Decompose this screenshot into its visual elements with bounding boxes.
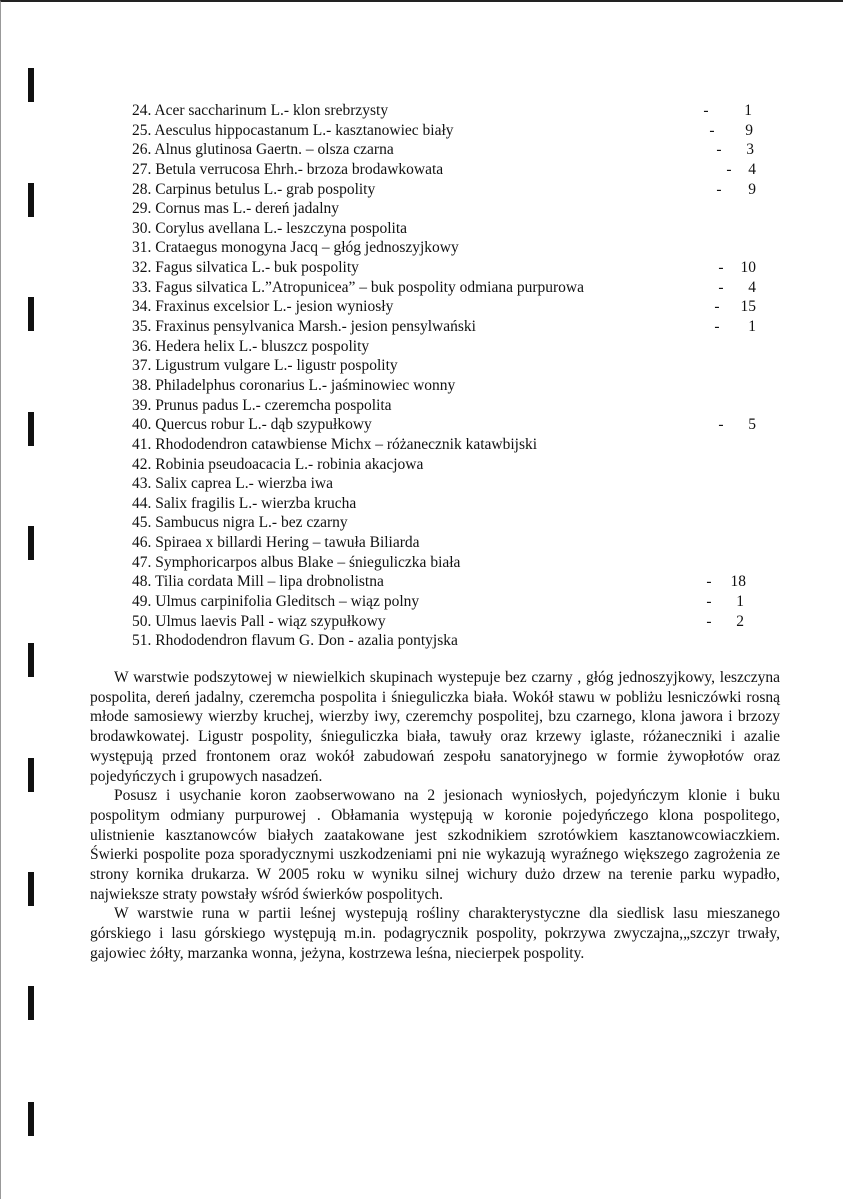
species-row [132, 455, 772, 475]
binder-mark [28, 758, 34, 792]
count-dash: - [726, 160, 732, 178]
species-row [132, 199, 772, 219]
species-row [132, 278, 772, 298]
binder-mark [28, 986, 34, 1020]
species-row [132, 297, 772, 317]
species-row [132, 180, 772, 200]
species-count: 1 [748, 318, 756, 336]
species-name: 34. Fraxinus excelsior L.- jesion wyniosły [132, 298, 394, 316]
species-name: 24. Acer saccharinum L.- klon srebrzysty [132, 102, 389, 119]
species-count: 5 [748, 416, 756, 434]
paragraph-damage: Posusz i usychanie koron zaobserwowano na 2 jesionach wyniosłych, pojedyńczym klonie i buku pospolitym odmiany purpurowej . Obłamania występują w koronie pojedyńczego klona pospolitego, ulistnienie kasztanowców białych zaatakowane jest szkodnikiem szrotówkiem kasztanowcowiaczkiem. Świerki pospolite poza sporadycznymi uszkodzeniami pni nie wykazują wyraźnego większego zagrożenia ze strony kornika drukarza. W 2005 roku w wyniku silnej wichury dużo drzew na terenie parku wypadło, najwieksze straty powstały wśród świerków pospolitych. [90, 787, 780, 903]
binder-mark [28, 297, 34, 331]
species-count: 4 [748, 278, 756, 296]
species-row [132, 415, 772, 435]
species-count: 1 [744, 102, 752, 119]
species-row [132, 396, 772, 416]
binder-mark [28, 872, 34, 906]
species-row [132, 572, 772, 592]
species-name: 40. Quercus robur L.- dąb szypułkowy [132, 416, 372, 434]
species-row [132, 337, 772, 357]
species-row [132, 474, 772, 494]
species-name: 51. Rhododendron flavum G. Don - azalia pontyjska [132, 632, 458, 650]
species-name: 30. Corylus avellana L.- leszczyna pospolita [132, 219, 408, 237]
species-count: 10 [740, 259, 756, 277]
species-row [132, 513, 772, 533]
species-row [132, 612, 772, 632]
species-row [132, 160, 772, 180]
count-dash: - [718, 416, 724, 434]
species-name: 37. Ligustrum vulgare L.- ligustr pospolity [132, 357, 398, 375]
count-dash: - [716, 180, 722, 198]
species-row [132, 317, 772, 337]
species-count: 15 [740, 298, 756, 316]
species-name: 39. Prunus padus L.- czeremcha pospolita [132, 396, 392, 414]
count-dash: - [706, 612, 712, 630]
species-name: 25. Aesculus hippocastanum L.- kasztanowiec biały [132, 121, 454, 139]
species-count: 9 [748, 180, 756, 198]
species-count: 18 [730, 573, 746, 591]
species-name: 29. Cornus mas L.- dereń jadalny [132, 200, 340, 218]
species-name: 43. Salix caprea L.- wierzba iwa [132, 475, 333, 493]
species-name: 38. Philadelphus coronarius L.- jaśminowiec wonny [132, 376, 456, 394]
species-name: 41. Rhododendron catawbiense Michx – różanecznik katawbijski [132, 435, 538, 453]
species-row [132, 219, 772, 239]
species-name: 26. Alnus glutinosa Gaertn. – olsza czarna [132, 141, 394, 159]
species-name: 50. Ulmus laevis Pall - wiąz szypułkowy [132, 612, 386, 630]
species-name: 35. Fraxinus pensylvanica Marsh.- jesion pensylwański [132, 318, 476, 336]
species-row [132, 592, 772, 612]
species-row [132, 238, 772, 258]
species-name: 32. Fagus silvatica L.- buk pospolity [132, 259, 359, 277]
species-row [132, 435, 772, 455]
species-count: 9 [745, 121, 753, 139]
count-dash: - [703, 102, 709, 119]
species-name: 42. Robinia pseudoacacia L.- robinia akacjowa [132, 455, 424, 473]
paragraph-herb-layer: W warstwie runa w partii leśnej wystepują rośliny charakterystyczne dla siedlisk lasu mieszanego górskiego i lasu górskiego występują m.in. podagrycznik pospolity, pokrzywa zwyczajna,„szczyr trwały, gajowiec żółty, marzanka wonna, jeżyna, kostrzewa leśna, niecierpek pospolity. [90, 905, 780, 962]
binder-mark [28, 183, 34, 217]
species-count: 1 [736, 593, 744, 611]
count-dash: - [714, 298, 720, 316]
count-dash: - [714, 318, 720, 336]
count-dash: - [718, 278, 724, 296]
species-row [132, 533, 772, 553]
species-count: 4 [748, 160, 756, 178]
species-row [132, 140, 772, 160]
count-dash: - [709, 121, 715, 139]
count-dash: - [718, 259, 724, 277]
species-name: 44. Salix fragilis L.- wierzba krucha [132, 494, 357, 512]
species-row [132, 494, 772, 514]
species-row [132, 258, 772, 278]
species-name: 36. Hedera helix L.- bluszcz pospolity [132, 337, 370, 355]
count-dash: - [706, 573, 712, 591]
species-list [132, 101, 772, 651]
species-row [132, 101, 772, 121]
species-name: 45. Sambucus nigra L.- bez czarny [132, 514, 348, 532]
species-name: 46. Spiraea x billardi Hering – tawuła Biliarda [132, 534, 420, 552]
species-name: 33. Fagus silvatica L.”Atropunicea” – buk pospolity odmiana purpurowa [132, 278, 584, 296]
species-name: 28. Carpinus betulus L.- grab pospolity [132, 180, 376, 198]
species-name: 48. Tilia cordata Mill – lipa drobnolistna [132, 573, 384, 591]
binder-mark [28, 1102, 34, 1136]
count-dash: - [716, 141, 722, 159]
species-name: 27. Betula verrucosa Ehrh.- brzoza brodawkowata [132, 160, 444, 178]
binder-mark [28, 526, 34, 560]
count-dash: - [706, 593, 712, 611]
species-row [132, 631, 772, 651]
species-row [132, 356, 772, 376]
species-name: 47. Symphoricarpos albus Blake – śnieguliczka biała [132, 553, 461, 571]
binder-mark [28, 412, 34, 446]
binder-mark [28, 68, 34, 102]
binder-mark [28, 643, 34, 677]
species-count: 2 [736, 612, 744, 630]
species-name: 31. Crataegus monogyna Jacq – głóg jednoszyjkowy [132, 239, 459, 257]
species-count: 3 [746, 141, 754, 159]
species-row [132, 376, 772, 396]
species-row [132, 553, 772, 573]
species-row [132, 121, 772, 141]
species-name: 49. Ulmus carpinifolia Gleditsch – wiąz polny [132, 593, 420, 611]
body-text [90, 668, 780, 964]
paragraph-understory: W warstwie podszytowej w niewielkich skupinach wystepuje bez czarny , głóg jednoszyjkowy, leszczyna pospolita, dereń jadalny, czeremcha pospolita i śnieguliczka biała. Wokół stawu w pobliżu lesniczówki rosną młode samosiewy wierzby kruchej, wierzby iwy, czeremchy pospolitej, bzu czarnego, klona jawora i brzozy brodawkowatej. Ligustr pospolity, śnieguliczka biała, tawuły oraz krzewy iglaste, różaneczniki i azalie występują przed frontonem oraz wokół zabudowań zespołu sanatoryjnego w formie żywopłotów oraz pojedyńczych i grupowych nasadzeń. [90, 669, 780, 785]
